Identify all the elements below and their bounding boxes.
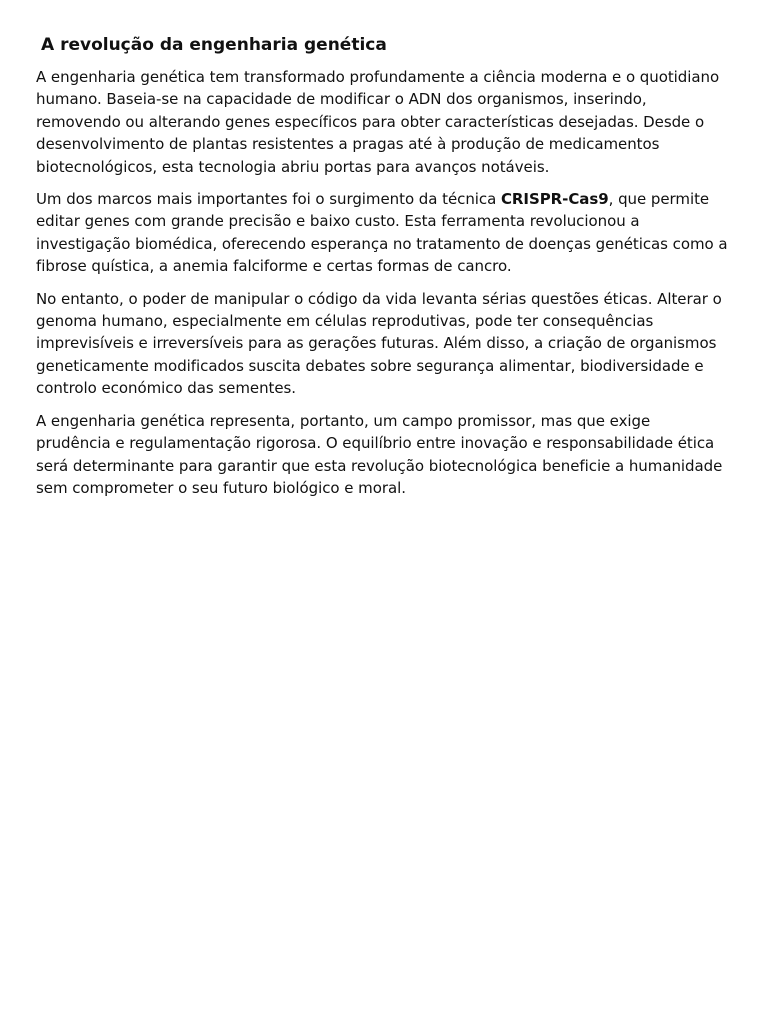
paragraph-2-text-start: Um dos marcos mais importantes foi o surgimento da técnica — [36, 190, 501, 209]
paragraph-3: No entanto, o poder de manipular o código da vida levanta sérias questões éticas. Alterar o genoma humano, especialmente em células reprodutivas, pode ter consequências imprevisíveis e irreversíveis para as gerações futuras. Além disso, a criação de organismos geneticamente modificados suscita debates sobre segurança alimentar, biodiversidade e controlo económico das sementes. — [36, 289, 722, 398]
paragraph-2-text-end: , que permite editar genes com grande precisão e baixo custo. Esta ferramenta revolucionou a investigação biomédica, oferecendo esperança no tratamento de doenças genéticas como a fibrose quística, a anemia falciforme e certas formas de cancro. — [36, 190, 728, 276]
paragraph-1: A engenharia genética tem transformado profundamente a ciência moderna e o quotidiano humano. Baseia-se na capacidade de modificar o ADN dos organismos, inserindo, removendo ou alterando genes específicos para obter características desejadas. Desde o desenvolvimento de plantas resistentes a pragas até à produção de medicamentos biotecnológicos, esta tecnologia abriu portas para avanços notáveis. — [36, 68, 720, 176]
document-title: A revolução da engenharia genética — [41, 35, 387, 55]
crispr-term: CRISPR-Cas9 — [500, 190, 609, 209]
paragraph-4: A engenharia genética representa, portanto, um campo promissor, mas que exige prudência e regulamentação rigorosa. O equilíbrio entre inovação e responsabilidade ética será determinante para garantir que esta revolução biotecnológica beneficie a humanidade sem comprometer o seu futuro biológico e moral. — [36, 411, 723, 497]
paragraph-2 — [36, 188, 728, 278]
